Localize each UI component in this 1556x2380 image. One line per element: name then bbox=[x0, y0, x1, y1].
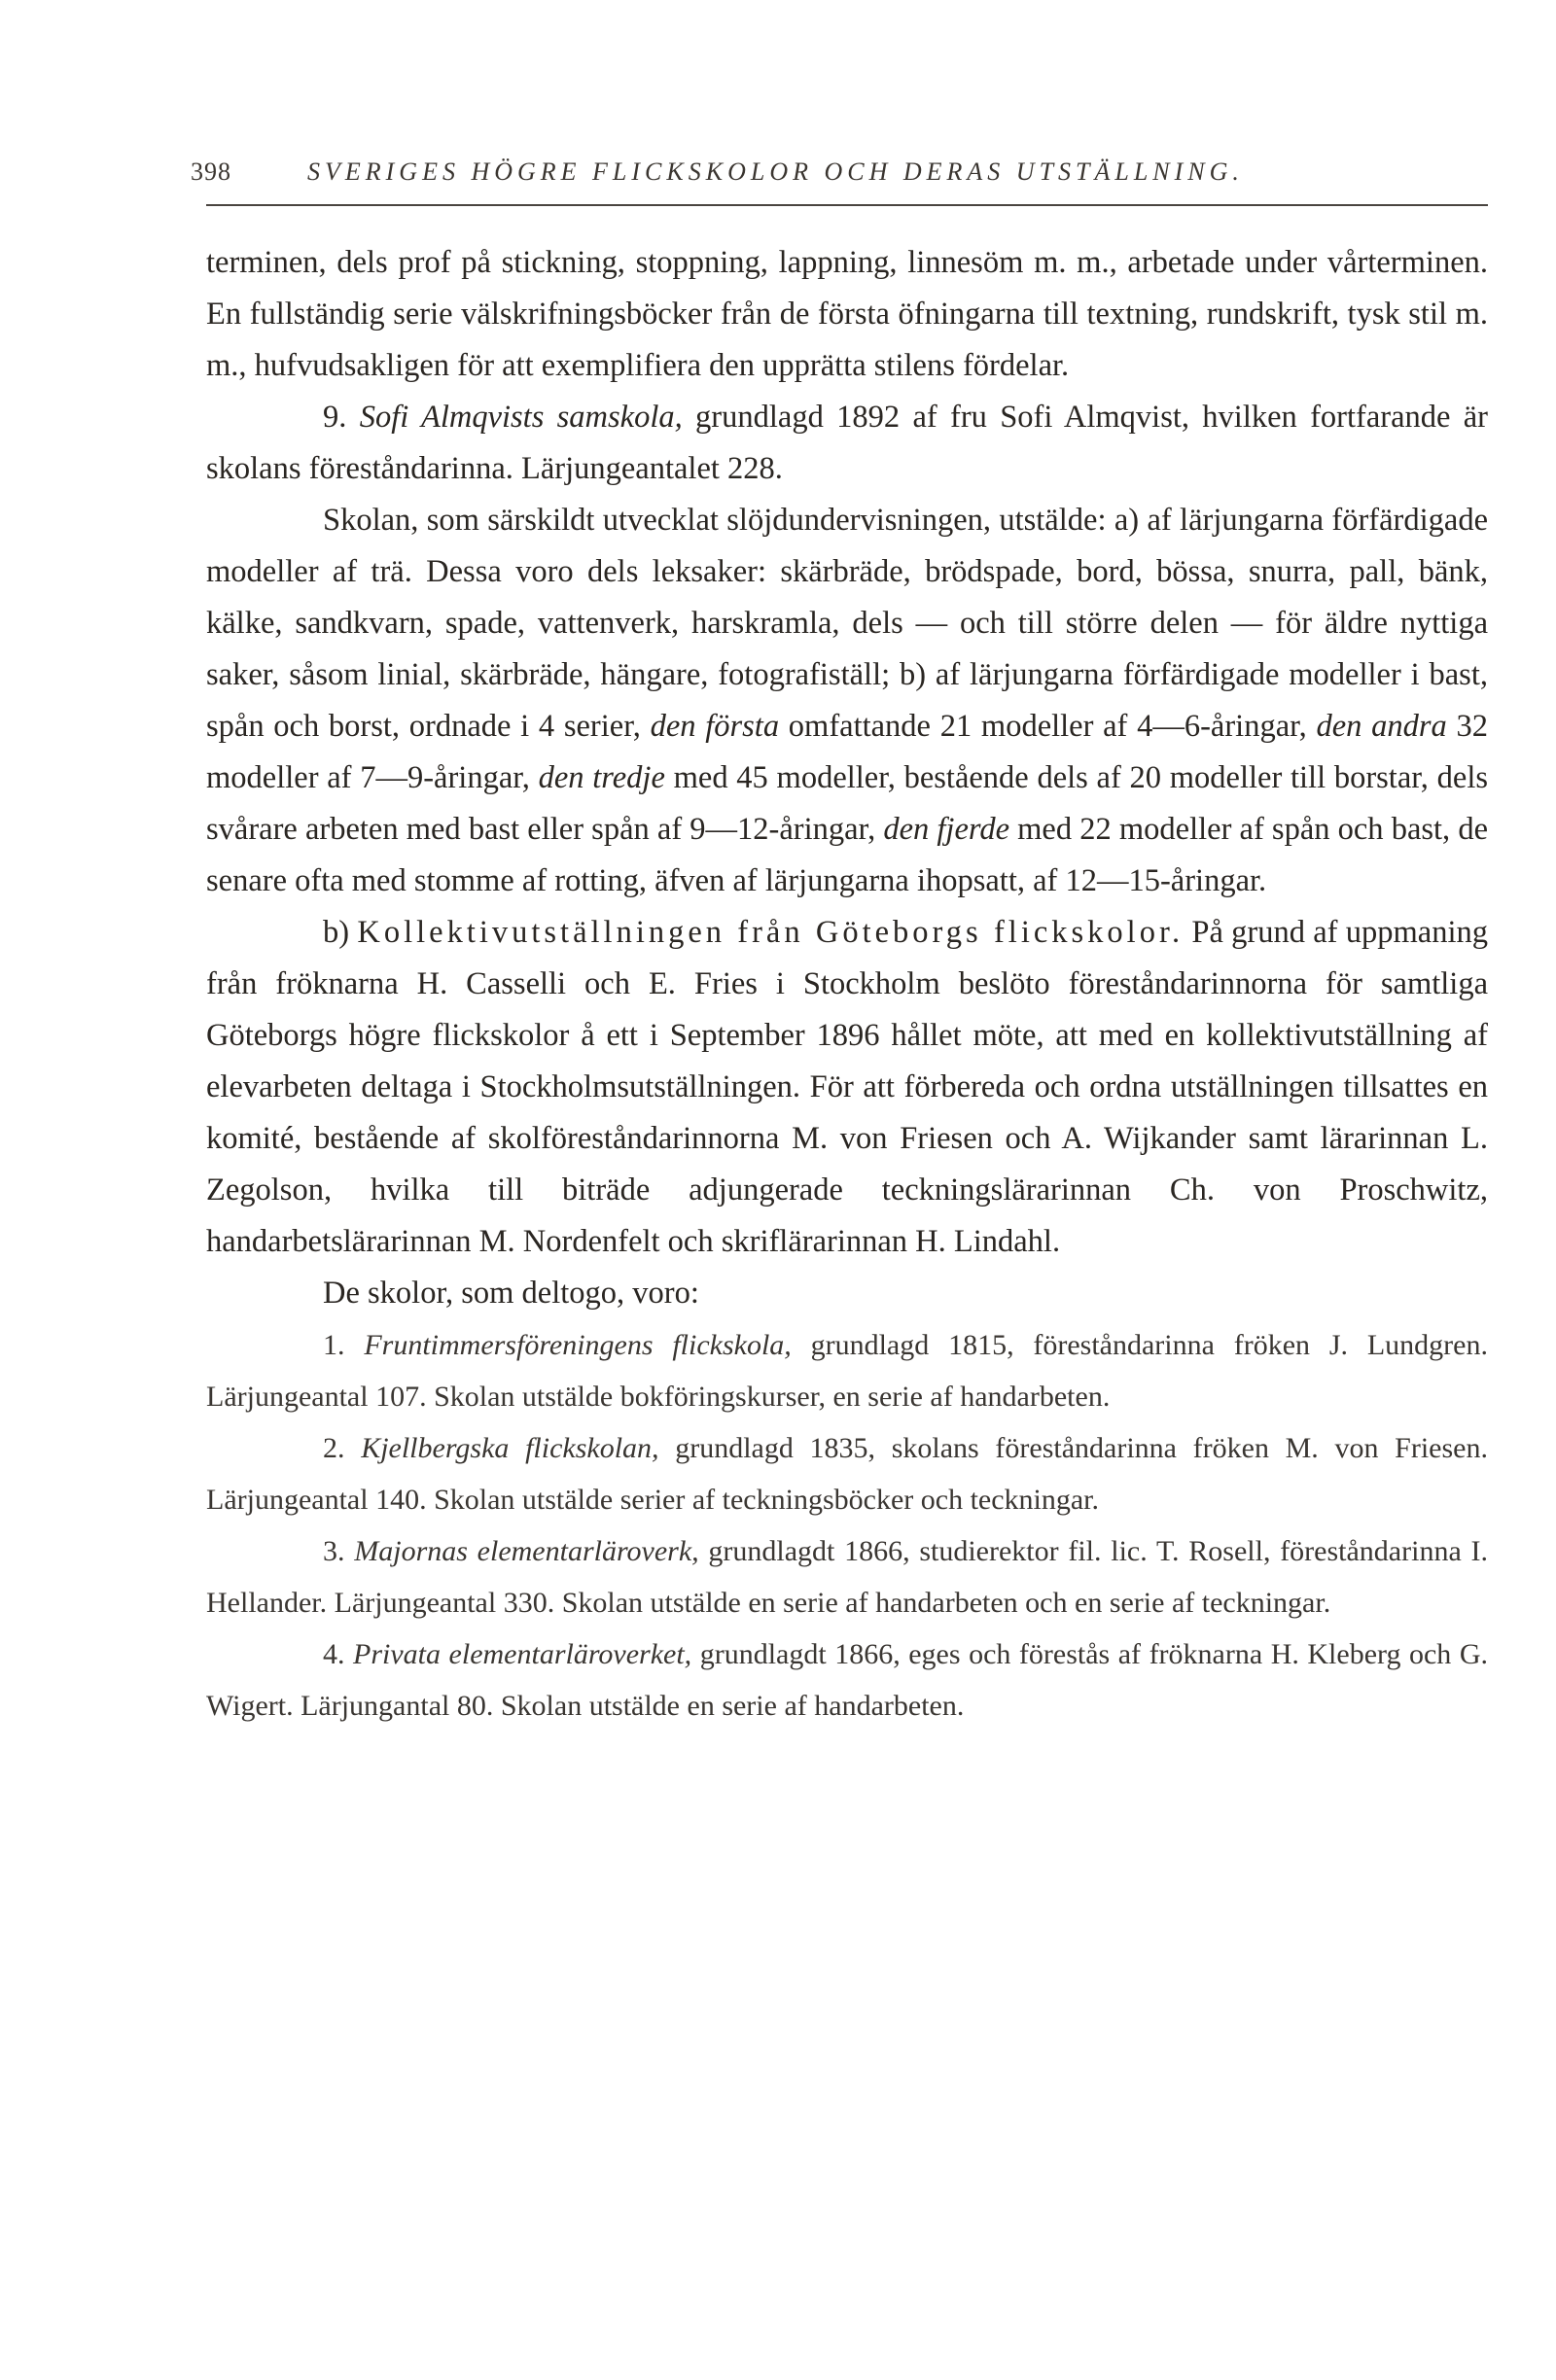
paragraph-text: grundlagd 1892 af fru Sofi Almqvist, hvilken fortfarande är skolans föreståndarinna. Lärjungeantalet 228. bbox=[206, 400, 1488, 486]
paragraph-slojd bbox=[206, 495, 1488, 907]
series-label: den andra bbox=[1316, 709, 1447, 744]
school-entry-4 bbox=[206, 1628, 1488, 1732]
paragraph-text: omfattande 21 modeller af 4—6-åringar, bbox=[779, 709, 1317, 744]
series-label: den fjerde bbox=[883, 812, 1010, 847]
school-entry-3 bbox=[206, 1525, 1488, 1628]
running-title: SVERIGES HÖGRE FLICKSKOLOR OCH DERAS UTSTÄLLNING. bbox=[307, 158, 1244, 186]
series-label: den första bbox=[650, 709, 780, 744]
paragraph-text: med 45 modeller, bestående dels af 20 modeller till borstar, dels svårare arbeten med bast eller spån af 9—12-åringar, bbox=[206, 760, 1488, 847]
paragraph-text: grundlagdt 1866, eges och förestås af fröknarna H. Kleberg och G. Wigert. Lärjungantal 80. Skolan utstälde en serie af handarbeten. bbox=[206, 1638, 1489, 1722]
paragraph-text: 32 modeller af 7—9-åringar, bbox=[206, 709, 1489, 795]
section-label: b) bbox=[323, 915, 358, 950]
paragraph-text: De skolor, som deltogo, voro: bbox=[323, 1276, 699, 1311]
paragraph-text: Skolan, som särskildt utvecklat slöjdundervisningen, utstälde: a) af lärjungarna förfärdigade modeller af trä. Dessa voro dels leksaker: skärbräde, brödspade, bord, bössa, snurra, pall, bänk, kälke, sandkvarn, spade, vattenverk, harskramla, dels — och till större delen — för äldre nyttiga saker, såsom linial, skärbräde, hängare, fotografiställ; b) af lärjungarna förfärdigade modeller i bast, spån och borst, ordnade i 4 serier, bbox=[206, 503, 1488, 744]
paragraph-continued bbox=[206, 237, 1488, 392]
paragraph-sofi-almqvist bbox=[206, 392, 1488, 495]
paragraph-text: På grund af uppmaning från fröknarna H. Casselli och E. Fries i Stockholm beslöto föreståndarinnorna för samtliga Göteborgs högre flickskolor å ett i September 1896 hållet möte, att med en kollektivutställning af elevarbeten deltaga i Stockholmsutställningen. För att förbereda och ordna utställningen tillsattes en komité, bestående af skolföreståndarinnorna M. von Friesen och A. Wijkander samt lärarinnan L. Zegolson, hvilka till biträde adjungerade teckningslärarinnan Ch. von Proschwitz, handarbetslärarinnan M. Nordenfelt och skriflärarinnan H. Lindahl. bbox=[206, 915, 1488, 1259]
school-name: Sofi Almqvists samskola, bbox=[359, 400, 683, 435]
school-name: Kjellbergska flickskolan, bbox=[361, 1432, 659, 1464]
paragraph-kollektiv bbox=[206, 907, 1488, 1268]
paragraph-text: med 22 modeller af spån och bast, de senare ofta med stomme af rotting, äfven af lärjungarna ihopsatt, af 12—15-åringar. bbox=[206, 812, 1488, 898]
school-name: Fruntimmersföreningens flickskola, bbox=[364, 1329, 792, 1361]
paragraph-text: terminen, dels prof på stickning, stoppning, lappning, linnesöm m. m., arbetade under vårterminen. En fullständig serie välskrifningsböcker från de första öfningarna till textning, rundskrift, tysk stil m. m., hufvudsakligen för att exemplifiera den upprätta stilens fördelar. bbox=[206, 245, 1488, 383]
item-number: 2. bbox=[323, 1432, 345, 1464]
paragraph-text: grundlagd 1815, föreståndarinna fröken J. Lundgren. Lärjungeantal 107. Skolan utstälde bokföringskurser, en serie af handarbeten. bbox=[206, 1329, 1488, 1413]
series-label: den tredje bbox=[538, 760, 665, 795]
school-entry-2 bbox=[206, 1422, 1488, 1525]
school-entry-1 bbox=[206, 1319, 1488, 1422]
section-heading: Kollektivutställningen från Göteborgs flickskolor. bbox=[357, 915, 1185, 950]
running-header bbox=[191, 158, 1488, 206]
school-name: Privata elementarläroverket, bbox=[353, 1638, 692, 1670]
body-text bbox=[206, 237, 1488, 1732]
item-number: 3. bbox=[323, 1535, 345, 1567]
page-number: 398 bbox=[191, 158, 231, 186]
school-name: Majornas elementarläroverk, bbox=[354, 1535, 699, 1567]
paragraph-intro-list bbox=[206, 1268, 1488, 1319]
item-number: 9. bbox=[323, 400, 347, 435]
paragraph-text: grundlagdt 1866, studierektor fil. lic. T. Rosell, föreståndarinna I. Hellander. Lärjungeantal 330. Skolan utstälde en serie af handarbeten och en serie af teckningar. bbox=[206, 1535, 1488, 1619]
item-number: 1. bbox=[323, 1329, 345, 1361]
paragraph-text: grundlagd 1835, skolans föreståndarinna fröken M. von Friesen. Lärjungeantal 140. Skolan utstälde serier af teckningsböcker och teckningar. bbox=[206, 1432, 1488, 1516]
item-number: 4. bbox=[323, 1638, 345, 1670]
